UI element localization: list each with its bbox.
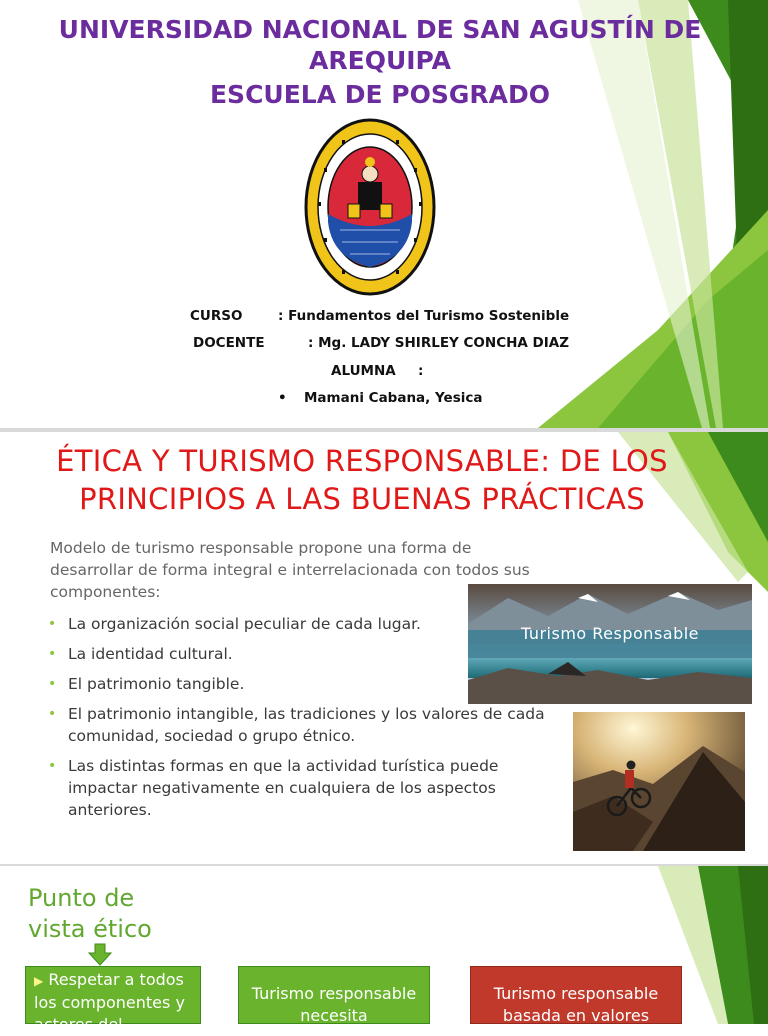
- bullet-triangle-icon: •: [48, 758, 57, 774]
- bullet-triangle-icon: •: [48, 706, 57, 722]
- ethics-title: ÉTICA Y TURISMO RESPONSABLE: DE LOS PRINCIPIOS A LAS BUENAS PRÁCTICAS: [56, 444, 668, 516]
- values-based-tourism-box: Turismo responsable basada en valores: [470, 966, 682, 1024]
- docente-value: : Mg. LADY SHIRLEY CONCHA DIAZ: [308, 335, 570, 351]
- respect-components-box: ▶ Respetar a todos los componentes y actores del: [25, 966, 201, 1024]
- mountain-biker-image: [573, 712, 745, 851]
- bullet-triangle-icon: ▶: [34, 974, 44, 988]
- student-name: Mamani Cabana, Yesica: [304, 390, 483, 406]
- photo-caption: Turismo Responsable: [520, 624, 700, 643]
- list-item: • La organización social peculiar de cada lugar.: [48, 615, 421, 633]
- intro-paragraph: Modelo de turismo responsable propone una forma de desarrollar de forma integral e interrelacionada con todos sus componentes:: [50, 539, 530, 601]
- responsible-tourism-photo: [468, 584, 752, 704]
- student-bullet: •: [278, 390, 287, 406]
- bullet-triangle-icon: •: [48, 616, 57, 632]
- bullet-triangle-icon: •: [48, 676, 57, 692]
- mountain-lake-image: [468, 584, 752, 704]
- university-title: UNIVERSIDAD NACIONAL DE SAN AGUSTÍN DE AREQUIPA ESCUELA DE POSGRADO: [58, 15, 702, 109]
- list-item: • La identidad cultural.: [48, 645, 233, 663]
- responsible-tourism-needs-box: Turismo responsable necesita: [238, 966, 430, 1024]
- curso-value: : Fundamentos del Turismo Sostenible: [278, 308, 570, 324]
- alumna-colon: :: [418, 363, 424, 379]
- list-item: • El patrimonio tangible.: [48, 675, 245, 693]
- curso-label: CURSO: [190, 308, 243, 324]
- docente-label: DOCENTE: [193, 335, 265, 351]
- list-item: • Las distintas formas en que la actividad turística puede impactar negativamente en cualquiera de los aspectos anteriores.: [48, 757, 499, 819]
- bullet-triangle-icon: •: [48, 646, 57, 662]
- list-item: • El patrimonio intangible, las tradiciones y los valores de cada comunidad, sociedad o grupo étnico.: [48, 705, 545, 745]
- alumna-label: ALUMNA: [331, 363, 396, 379]
- university-seal-icon: [304, 118, 436, 296]
- ethical-view-title: Punto de vista ético: [28, 884, 152, 943]
- down-arrow-icon: [88, 944, 112, 966]
